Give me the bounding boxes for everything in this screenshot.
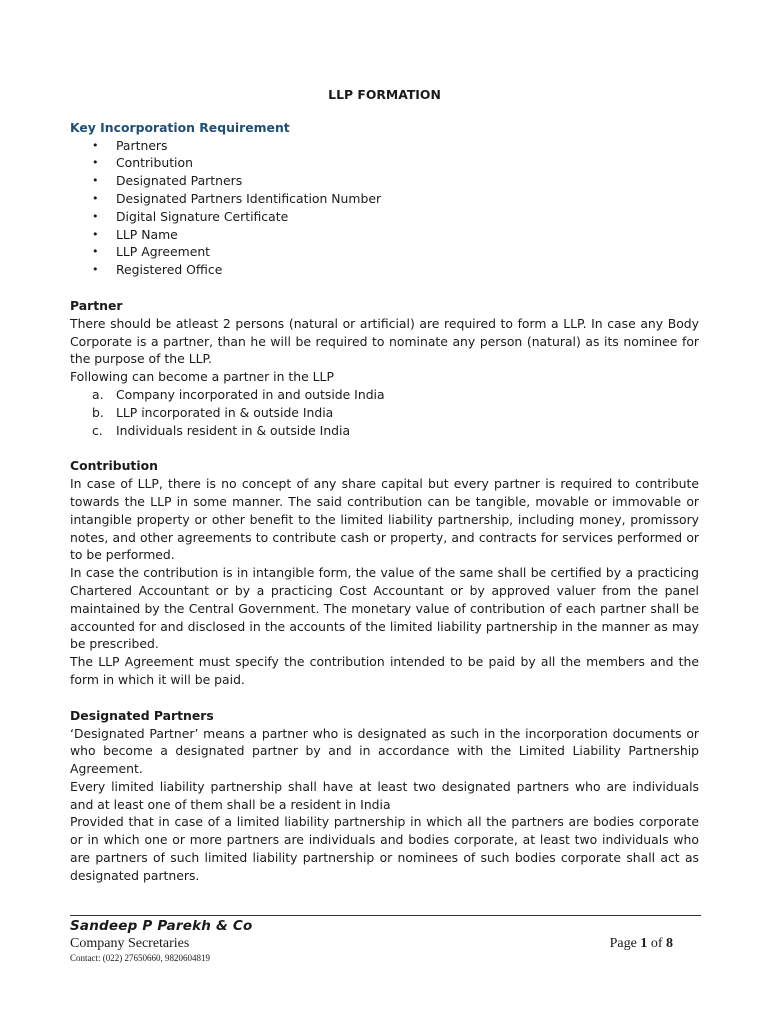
- partner-paragraph: There should be atleast 2 persons (natural or artificial) are required to form a LLP. In case any Body Corporate is a partner, than he will be required to nominate any person (natural) as its nominee for the purpose of the LLP.: [70, 315, 699, 367]
- list-item: • LLP Name: [92, 226, 699, 244]
- document-body: [70, 86, 699, 885]
- contribution-paragraph: In case the contribution is in intangible form, the value of the same shall be certified by a practicing Chartered Accountant or by a practicing Cost Accountant or by approved valuer from the panel maintained by the Central Government. The monetary value of contribution of each partner shall be accounted for and disclosed in the accounts of the limited liability partnership in the manner as may be prescribed.: [70, 565, 699, 652]
- contribution-heading: Contribution: [70, 458, 158, 474]
- designated-partners-heading: Designated Partners: [70, 707, 214, 723]
- designated-partners-paragraph: ‘Designated Partner’ means a partner who is designated as such in the incorporation documents or who become a designated partner by and in accordance with the Limited Liability Partnership Agreement.: [70, 725, 699, 777]
- list-item: [92, 422, 699, 440]
- document-title: LLP FORMATION: [328, 87, 441, 102]
- partner-heading: Partner: [70, 297, 123, 313]
- contact-info: Contact: (022) 27650660, 9820604819: [70, 953, 210, 963]
- list-item: [92, 386, 699, 404]
- list-marker: c.: [92, 422, 103, 438]
- page-label: Page: [609, 936, 637, 951]
- list-item: • Partners: [92, 137, 699, 155]
- designated-partners-paragraph: Provided that in case of a limited liability partnership in which all the partners are bodies corporate or in which one or more partners are individuals and bodies corporate, at least two individuals who are partners of such limited liability partnership or nominees of such bodies corporate shall act as designated partners.: [70, 814, 699, 883]
- contribution-paragraph: In case of LLP, there is no concept of any share capital but every partner is required to contribute towards the LLP in some manner. The said contribution can be tangible, movable or immovable or intangible property or other benefit to the limited liability partnership, including money, promissory notes, and other agreements to contribute cash or property, and contracts for services performed or to be performed.: [70, 476, 699, 563]
- key-requirements-list: [70, 137, 699, 279]
- firm-designation: Company Secretaries: [70, 936, 190, 951]
- list-item: [92, 404, 699, 422]
- partner-types-list: [70, 386, 699, 439]
- page-number: [610, 936, 673, 952]
- list-item: • Registered Office: [92, 261, 699, 279]
- designated-partners-paragraph: Every limited liability partnership shall have at least two designated partners who are individuals and at least one of them shall be a resident in India: [70, 778, 699, 812]
- list-marker: b.: [92, 404, 104, 420]
- contribution-paragraph: The LLP Agreement must specify the contribution intended to be paid by all the members and the form in which it will be paid.: [70, 654, 699, 687]
- firm-name: Sandeep P Parekh & Co: [70, 918, 253, 934]
- list-item-text: Individuals resident in & outside India: [116, 422, 351, 438]
- list-item-text: LLP incorporated in & outside India: [116, 404, 334, 420]
- page-total: 8: [666, 936, 673, 951]
- page-of: of: [650, 936, 663, 951]
- list-item: • Digital Signature Certificate: [92, 208, 699, 226]
- page-current: 1: [640, 936, 648, 951]
- footer-divider: [70, 915, 701, 916]
- partner-paragraph: Following can become a partner in the LLP: [70, 369, 334, 385]
- key-requirements-heading: Key Incorporation Requirement: [70, 119, 290, 135]
- list-item-text: Company incorporated in and outside India: [116, 386, 385, 402]
- list-item: • LLP Agreement: [92, 243, 699, 261]
- list-item: • Designated Partners: [92, 172, 699, 190]
- list-marker: a.: [92, 386, 104, 402]
- list-item: • Contribution: [92, 154, 699, 172]
- list-item: • Designated Partners Identification Number: [92, 190, 699, 208]
